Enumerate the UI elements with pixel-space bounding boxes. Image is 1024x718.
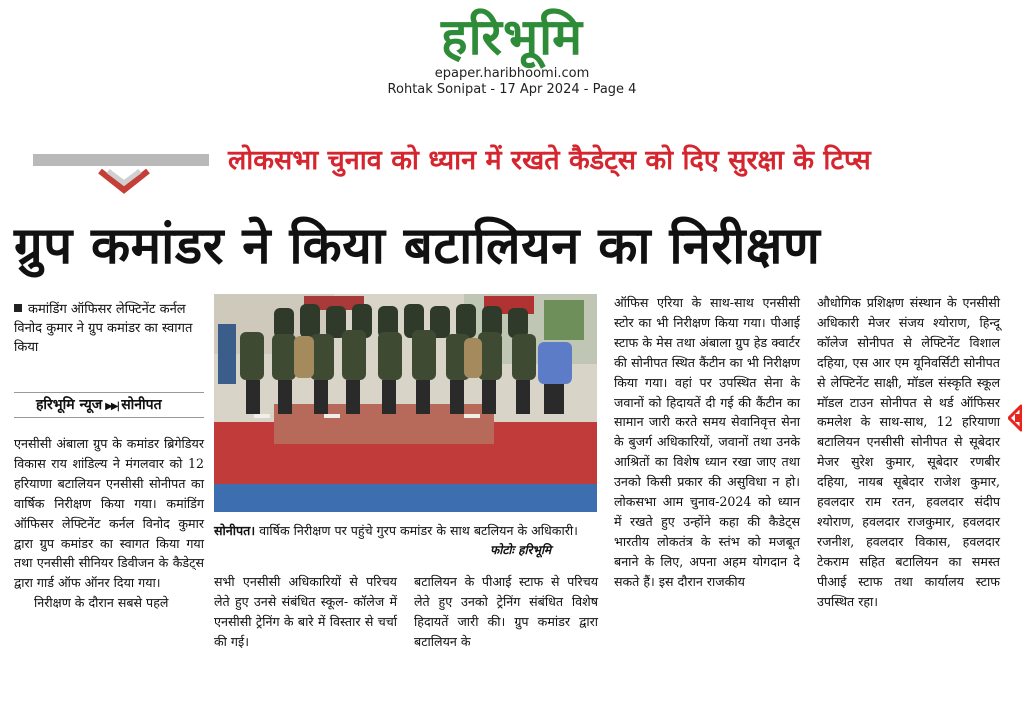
paragraph: सभी एनसीसी अधिकारियों से परिचय लेते हुए उनसे संबंधित स्कूल- कॉलेज में एनसीसी ट्रेनिंग के बारे में विस्तार से चर्चा की गई। [214, 574, 397, 649]
photo-credit: फोटोः हरिभूमि [490, 543, 552, 557]
haribhoomi-logo: हरिभूमि [441, 8, 583, 66]
edition-info: Rohtak Sonipat - 17 Apr 2024 - Page 4 [387, 82, 637, 97]
epaper-url[interactable]: epaper.haribhoomi.com [434, 66, 590, 81]
article-column-3 [414, 572, 598, 652]
double-chevron-down-icon [96, 168, 152, 200]
article-headline: ग्रुप कमांडर ने किया बटालियन का निरीक्षण [14, 217, 821, 276]
left-arrow-icon[interactable] [1008, 400, 1022, 436]
photo-caption [214, 521, 597, 540]
article-kicker: लोकसभा चुनाव को ध्यान में रखते कैडेट्स को दिए सुरक्षा के टिप्स [228, 145, 871, 176]
byline-place: सोनीपत [121, 397, 162, 413]
fast-forward-icon: ▶▶| [105, 401, 119, 412]
paragraph: निरीक्षण के दौरान सबसे पहले [34, 595, 169, 611]
ncc-group-photo [214, 294, 597, 512]
byline [14, 392, 204, 418]
paragraph: औधोगिक प्रशिक्षण संस्थान के एनसीसी अधिकारी मेजर संजय श्योराण, हिन्दू कॉलेज सोनीपत से लेफ्टिनेंट विशाल दहिया, एस आर एम यूनिवर्सिटी सोनीपत से लेफ्टिनेंट साक्षी, मॉडल संस्कृति स्कूल मॉडल टाउन सोनीपत से थर्ड ऑफिसर कमलेश के साथ-साथ, 12 हरियाणा बटालियन एनसीसी सोनीपत से सूबेदार मेजर सुरेश कुमार, सूबेदार रणबीर दहिया, नायब सूबेदार राजेश कुमार, हवलदार राम रतन, हवलदार संदीप श्योराण, हवलदार राजकुमार, हवलदार रजनीश, हवलदार विकास, हवलदार टेकराम सहित बटालियन का समस्त पीआई स्टाफ तथा कार्यालय स्टाफ उपस्थित रहा। [817, 295, 1000, 609]
article-column-2 [214, 572, 397, 652]
photo-caption-text: वार्षिक निरीक्षण पर पहुंचे गुरप कमांडर के साथ बटलियन के अधिकारी। [259, 523, 578, 538]
paragraph: बटालियन के पीआई स्टाफ से परिचय लेते हुए उनको ट्रेनिंग संबंधित विशेष हिदायतें जारी की। ग्रुप कमांडर द्वारा बटालियन के [414, 574, 598, 649]
bullet-icon [14, 304, 22, 312]
photo-caption-place: सोनीपत। [214, 523, 256, 538]
kicker-bar [33, 154, 209, 166]
article-highlight [14, 300, 204, 357]
masthead [0, 8, 1024, 98]
photo-illustration [214, 294, 597, 512]
paragraph: एनसीसी अंबाला ग्रुप के कमांडर ब्रिगेडियर विकास राय शांडिल्य ने मंगलवार को 12 हरियाणा बटालियन एनसीसी सोनीपत का वार्षिक निरीक्षण किया गया। कमांडिंग ऑफिसर लेफ्टिनेंट कर्नल विनोद कुमार द्वारा ग्रुप कमांडर का स्वागत किया गया तथा एनसीसी सीनियर डिवीजन के कैडेट्स द्वारा गार्ड ऑफ ऑनर दिया गया। [14, 436, 204, 591]
byline-source: हरिभूमि न्यूज [36, 397, 103, 413]
paragraph: ऑफिस एरिया के साथ-साथ एनसीसी स्टोर का भी निरीक्षण किया गया। पीआई स्टाफ के मेस तथा अंबाला ग्रुप हेड क्वार्टर की सोनीपत स्थित कैंटीन का भी निरीक्षण किया गया। वहां पर उपस्थित सेना के जवानों को हिदायतें दी गई की कैंटीन का सामान जारी करते समय सेवानिवृत्त सेना के बुजर्ग अधिकारियों, जवानों तथा उनके आश्रितों का विशेष ध्यान रखा जाए तथा उनको किसी प्रकार की असुविधा न हो। लोकसभा आम चुनाव-2024 को ध्यान में रखते हुए उन्होंने कहा की कैडेट्स भारतीय लोकतंत्र के स्तंभ को मजबूत बनाने के लिए, अपना अहम योगदान दे सकते हैं। इस दौरान राजकीय [614, 295, 800, 589]
article-column-5 [817, 293, 1000, 612]
article-column-4 [614, 293, 800, 592]
highlight-text: कमांडिंग ऑफिसर लेफ्टिनेंट कर्नल विनोद कुमार ने ग्रुप कमांडर का स्वागत किया [14, 302, 193, 355]
article-column-1 [14, 434, 204, 613]
